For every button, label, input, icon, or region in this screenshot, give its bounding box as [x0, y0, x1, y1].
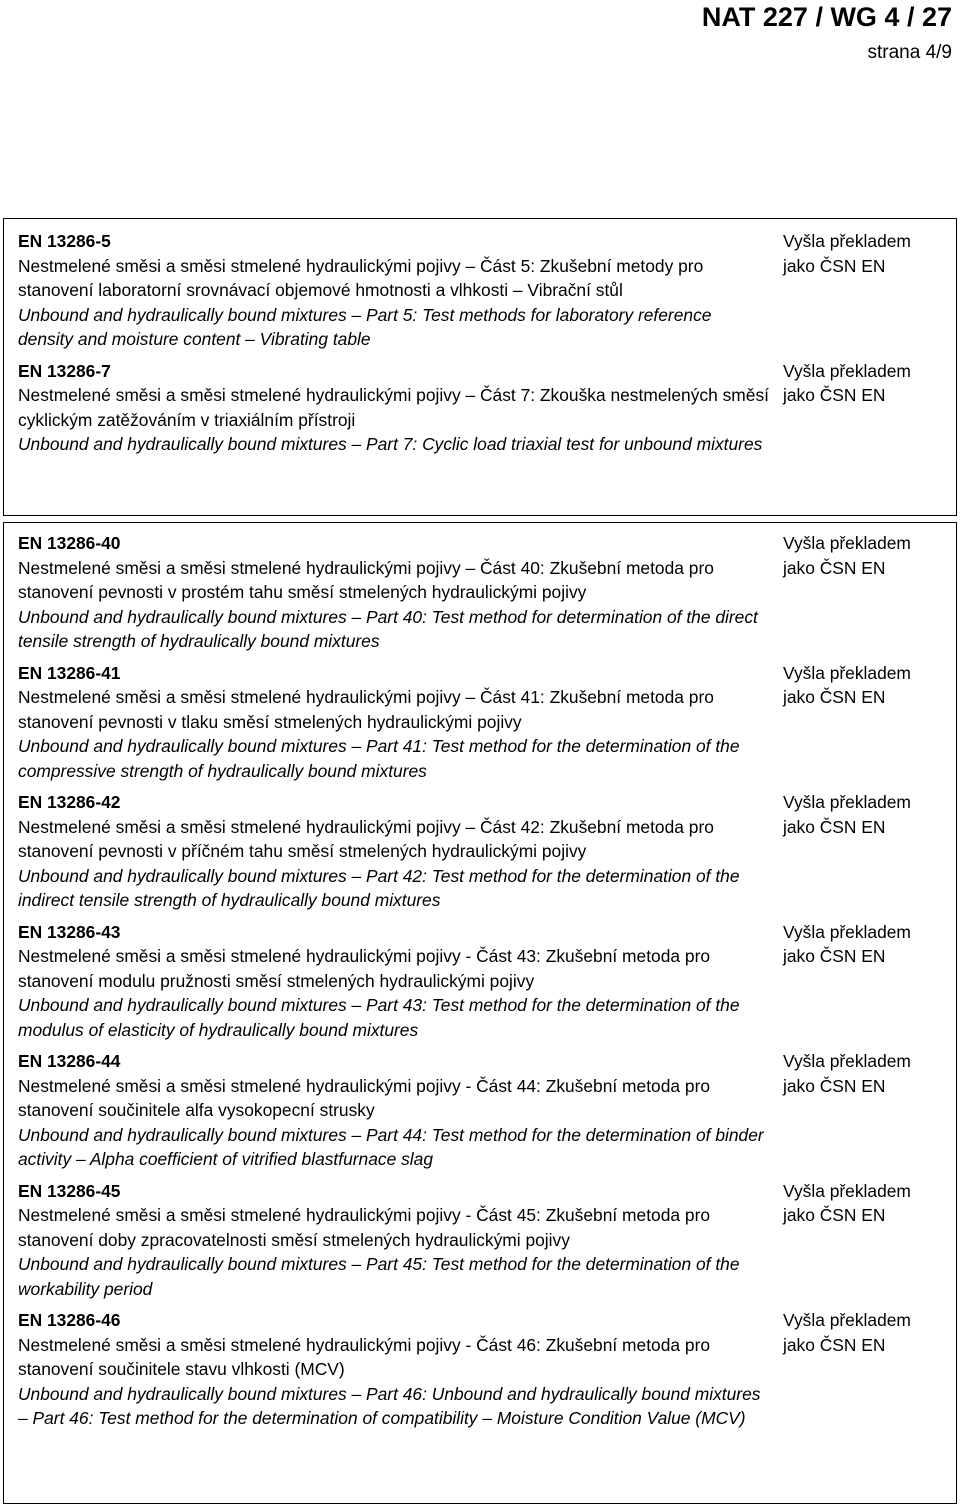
- page-number: strana 4/9: [867, 42, 952, 63]
- table-row: [4, 531, 956, 654]
- standard-code: EN 13286-43: [18, 921, 121, 942]
- translation-status: Vyšla překladem jako ČSN EN: [783, 1051, 911, 1096]
- table-row: [4, 661, 956, 784]
- table-row: [4, 790, 956, 913]
- standards-table-1: [3, 218, 957, 516]
- translation-status: Vyšla překladem jako ČSN EN: [783, 533, 911, 578]
- english-title: Unbound and hydraulically bound mixtures – Part 5: Test methods for laboratory reference density and moisture content – Vibrating table: [18, 304, 712, 349]
- english-title: Unbound and hydraulically bound mixtures – Part 46: Unbound and hydraulically bound mixtures – Part 46: Test method for the determination of compatibility – Moisture Condition Value (MCV): [18, 1383, 761, 1428]
- standard-description: [4, 359, 769, 457]
- czech-title: Nestmelené směsi a směsi stmelené hydraulickými pojivy - Část 46: Zkušební metoda pro stanovení součinitele stavu vlhkosti (MCV): [18, 1334, 711, 1379]
- standard-description: [4, 531, 769, 654]
- czech-title: Nestmelené směsi a směsi stmelené hydraulickými pojivy - Část 45: Zkušební metoda pro stanovení doby zpracovatelnosti směsí stmelených hydraulickými pojivy: [18, 1205, 711, 1250]
- document-title: NAT 227 / WG 4 / 27: [701, 2, 952, 32]
- english-title: Unbound and hydraulically bound mixtures – Part 42: Test method for the determination of the indirect tensile strength of hydraulically bound mixtures: [18, 865, 740, 910]
- page-header: [702, 0, 952, 64]
- translation-status: Vyšla překladem jako ČSN EN: [783, 360, 911, 405]
- czech-title: Nestmelené směsi a směsi stmelené hydraulickými pojivy – Část 5: Zkušební metody pro stanovení laboratorní srovnávací objemové hmotnosti a vlhkosti – Vibrační stůl: [18, 255, 704, 300]
- english-title: Unbound and hydraulically bound mixtures – Part 41: Test method for the determination of the compressive strength of hydraulically bound mixtures: [18, 736, 740, 781]
- standard-description: [4, 1308, 769, 1431]
- standard-description: [4, 1049, 769, 1172]
- translation-status: Vyšla překladem jako ČSN EN: [783, 792, 911, 837]
- czech-title: Nestmelené směsi a směsi stmelené hydraulickými pojivy – Část 40: Zkušební metoda pro stanovení pevnosti v prostém tahu směsí stmelených hydraulickými pojivy: [18, 557, 714, 602]
- english-title: Unbound and hydraulically bound mixtures – Part 45: Test method for the determination of the workability period: [18, 1254, 740, 1299]
- czech-title: Nestmelené směsi a směsi stmelené hydraulickými pojivy – Část 7: Zkouška nestmelených směsí cyklickým zatěžováním v triaxiálním přístroji: [18, 385, 769, 430]
- standard-code: EN 13286-45: [18, 1180, 121, 1201]
- standards-table-2: [3, 522, 957, 1504]
- standard-code: EN 13286-7: [18, 360, 111, 381]
- translation-status: Vyšla překladem jako ČSN EN: [783, 1180, 911, 1225]
- translation-status: Vyšla překladem jako ČSN EN: [783, 231, 911, 276]
- translation-status: Vyšla překladem jako ČSN EN: [783, 921, 911, 966]
- table-row: [4, 1308, 956, 1431]
- english-title: Unbound and hydraulically bound mixtures – Part 40: Test method for determination of the direct tensile strength of hydraulically bound mixtures: [18, 606, 758, 651]
- czech-title: Nestmelené směsi a směsi stmelené hydraulickými pojivy - Část 43: Zkušební metoda pro stanovení modulu pružnosti směsí stmelených hydraulickými pojivy: [18, 946, 711, 991]
- czech-title: Nestmelené směsi a směsi stmelené hydraulickými pojivy – Část 41: Zkušební metoda pro stanovení pevnosti v tlaku směsí stmelených hydraulickými pojivy: [18, 687, 714, 732]
- standard-description: [4, 920, 769, 1043]
- english-title: Unbound and hydraulically bound mixtures – Part 7: Cyclic load triaxial test for unbound mixtures: [18, 434, 763, 454]
- table-row: [4, 359, 956, 457]
- translation-status: Vyšla překladem jako ČSN EN: [783, 1310, 911, 1355]
- standard-code: EN 13286-44: [18, 1051, 121, 1071]
- table-row: [4, 1179, 956, 1302]
- standard-code: EN 13286-42: [18, 792, 121, 812]
- standard-code: EN 13286-46: [18, 1310, 121, 1330]
- standard-description: [4, 229, 769, 352]
- standard-code: EN 13286-40: [18, 533, 121, 553]
- czech-title: Nestmelené směsi a směsi stmelené hydraulickými pojivy - Část 44: Zkušební metoda pro stanovení součinitele alfa vysokopecní strusky: [18, 1075, 711, 1120]
- czech-title: Nestmelené směsi a směsi stmelené hydraulickými pojivy – Část 42: Zkušební metoda pro stanovení pevnosti v příčném tahu směsí stmelených hydraulickými pojivy: [18, 816, 714, 861]
- standard-code: EN 13286-41: [18, 662, 121, 683]
- english-title: Unbound and hydraulically bound mixtures – Part 44: Test method for the determination of binder activity – Alpha coefficient of vitrified blastfurnace slag: [18, 1124, 764, 1169]
- english-title: Unbound and hydraulically bound mixtures – Part 43: Test method for the determination of the modulus of elasticity of hydraulically bound mixtures: [18, 995, 740, 1040]
- standard-code: EN 13286-5: [18, 231, 111, 251]
- standard-description: [4, 1179, 769, 1302]
- translation-status: Vyšla překladem jako ČSN EN: [783, 662, 911, 707]
- table-row: [4, 1049, 956, 1172]
- table-row: [4, 229, 956, 352]
- standard-description: [4, 790, 769, 913]
- standard-description: [4, 661, 769, 784]
- table-row: [4, 920, 956, 1043]
